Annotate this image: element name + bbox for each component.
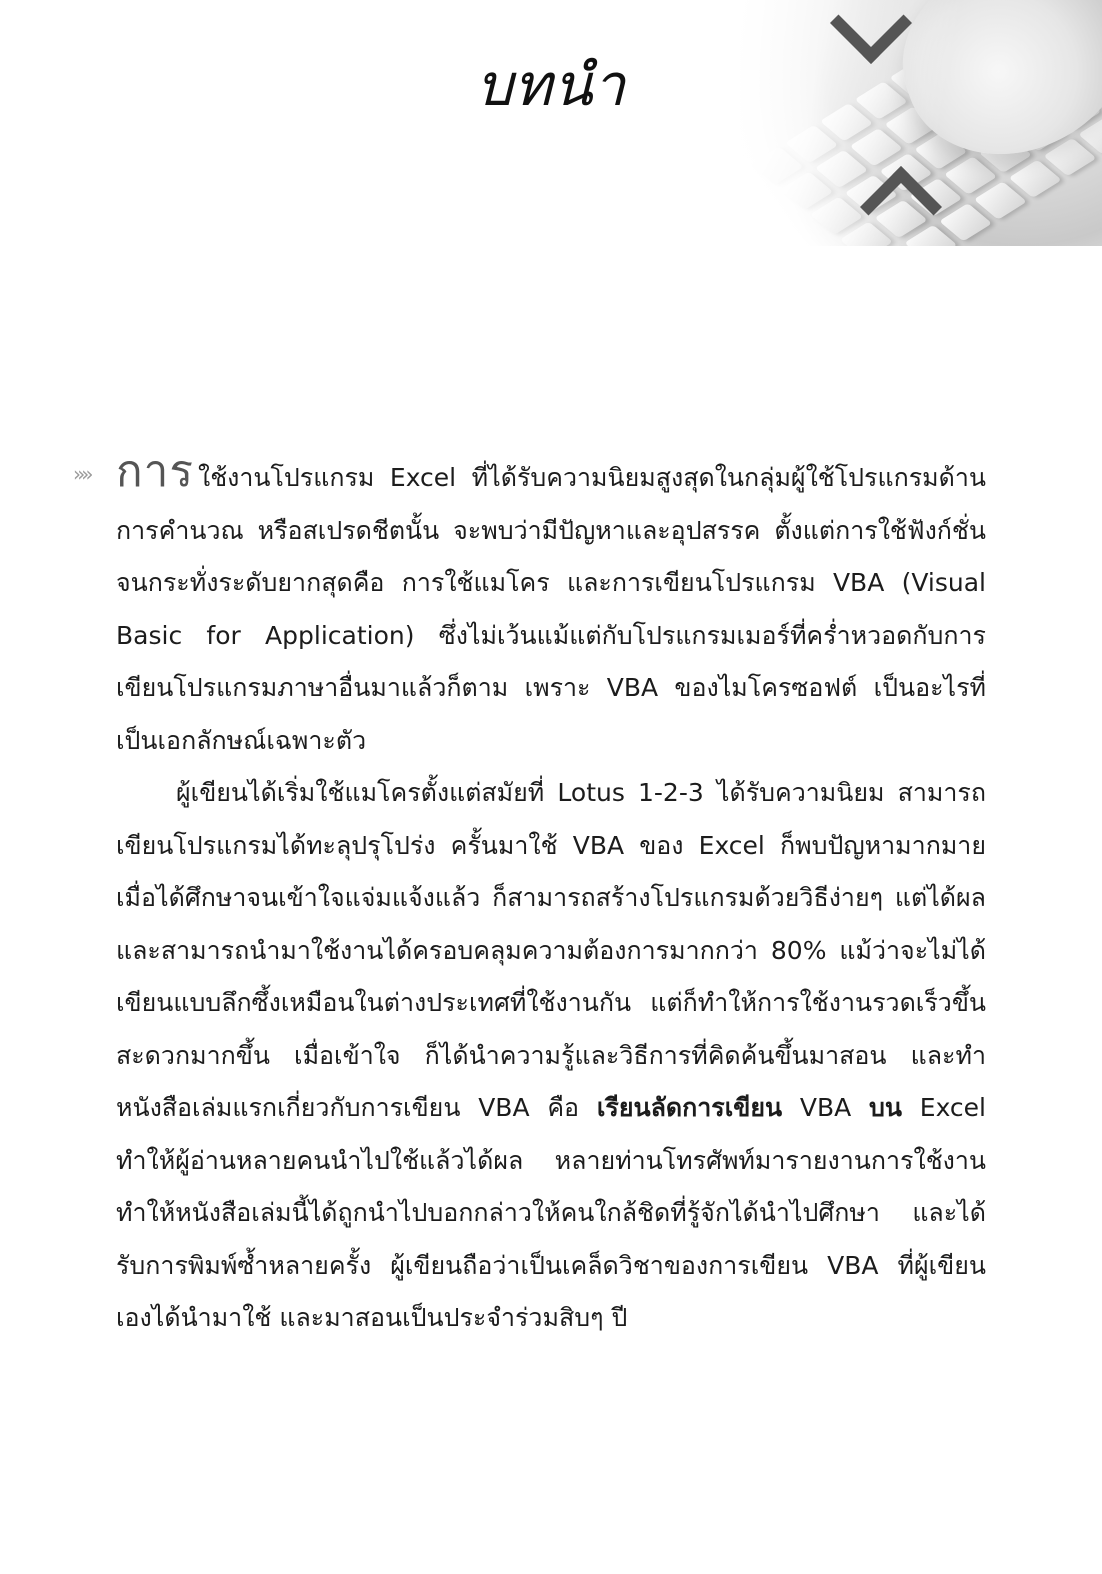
paragraph-2: [116, 767, 986, 1345]
book-title-vba: VBA: [782, 1093, 870, 1122]
paragraph-2-text-before: ผู้เขียนได้เริ่มใช้แมโครตั้งแต่สมัยที่ Lotus 1-2-3 ได้รับความนิยม สามารถเขียนโปรแกรมได้ทะลุปรุโปร่ง ครั้นมาใช้ VBA ของ Excel ก็พบปัญหามากมาย เมื่อได้ศึกษาจนเข้าใจแจ่มแจ้งแล้ว ก็สามารถสร้างโปรแกรมด้วยวิธีง่ายๆ แต่ได้ผล และสามารถนำมาใช้งานได้ครอบคลุมความต้องการมากกว่า 80% แม้ว่าจะไม่ได้เขียนแบบลึกซึ้งเหมือนในต่างประเทศที่ใช้งานกัน แต่ก็ทำให้การใช้งานรวดเร็วขึ้น สะดวกมากขึ้น เมื่อเข้าใจ ก็ได้นำความรู้และวิธีการที่คิดค้นขึ้นมาสอน และทำหนังสือเล่มแรกเกี่ยวกับการเขียน VBA คือ: [116, 778, 986, 1122]
lead-word: การ: [116, 446, 194, 497]
paragraph-1-text: ใช้งานโปรแกรม Excel ที่ได้รับความนิยมสูงสุดในกลุ่มผู้ใช้โปรแกรมด้านการคำนวณ หรือสเปรดชีตนั้น จะพบว่ามีปัญหาและอุปสรรค ตั้งแต่การใช้ฟังก์ชั่นจนกระทั่งระดับยากสุดคือ การใช้แมโคร และการเขียนโปรแกรม VBA (Visual Basic for Application) ซึ่งไม่เว้นแม้แต่กับโปรแกรมเมอร์ที่คร่ำหวอดกับการเขียนโปรแกรมภาษาอื่นมาแล้วก็ตาม เพราะ VBA ของไมโครซอฟต์ เป็นอะไรที่เป็นเอกลักษณ์เฉพาะตัว: [116, 463, 986, 755]
paragraph-1: [116, 446, 986, 767]
paragraph-2-text-after: Excel ทำให้ผู้อ่านหลายคนนำไปใช้แล้วได้ผล หลายท่านโทรศัพท์มารายงานการใช้งาน ทำให้หนังสือเล่มนี้ได้ถูกนำไปบอกกล่าวให้คนใกล้ชิดที่รู้จักได้นำไปศึกษา และได้รับการพิมพ์ซ้ำหลายครั้ง ผู้เขียนถือว่าเป็นเคล็ดวิชาของการเขียน VBA ที่ผู้เขียนเองได้นำมาใช้ และมาสอนเป็นประจำร่วมสิบๆ ปี: [116, 1093, 987, 1332]
body-text: [73, 446, 987, 1345]
page-title: บทนำ: [475, 51, 627, 119]
book-title-on-bold: บน: [869, 1093, 902, 1122]
double-chevron-right-icon: »»: [73, 462, 90, 486]
book-title-bold: เรียนลัดการเขียน: [596, 1093, 783, 1122]
